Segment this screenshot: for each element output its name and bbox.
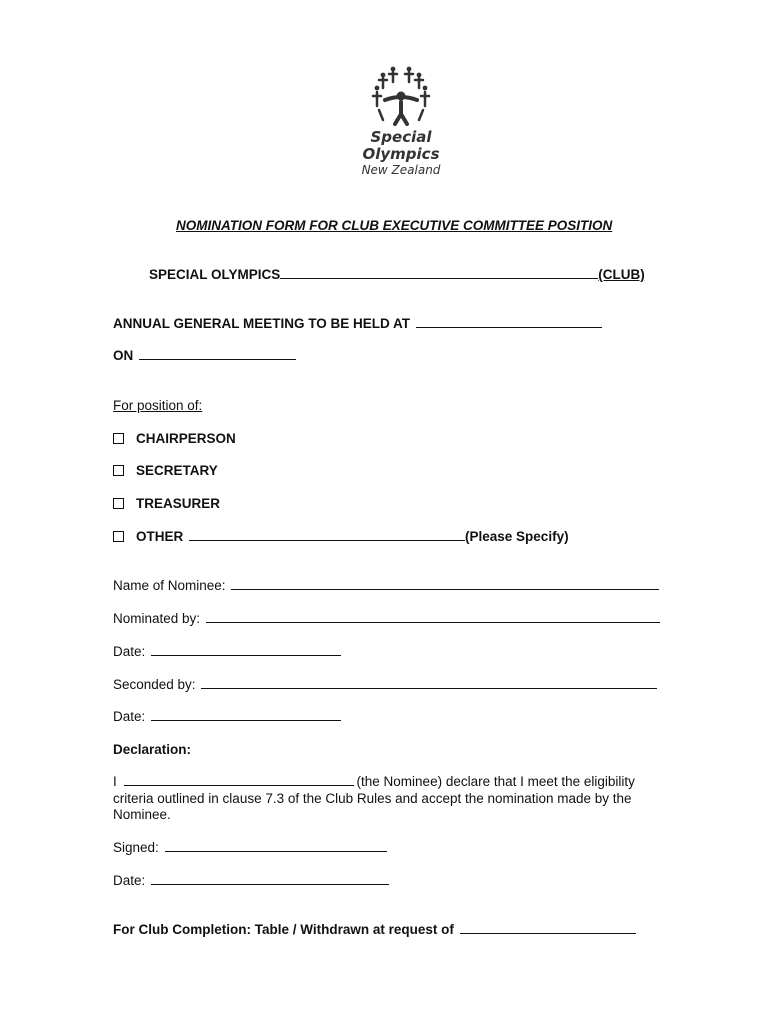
nominee-field[interactable]: [231, 588, 659, 590]
date-field-1[interactable]: [151, 654, 341, 656]
club-suffix: (CLUB): [598, 267, 645, 282]
other-label: OTHER: [136, 529, 184, 544]
declaration-date-label: Date:: [113, 873, 146, 888]
other-checkbox[interactable]: [113, 531, 124, 542]
logo-line-3: New Zealand: [361, 163, 441, 177]
chairperson-checkbox[interactable]: [113, 433, 124, 444]
agm-label: ANNUAL GENERAL MEETING TO BE HELD AT: [113, 316, 411, 331]
declaration-date-row: [113, 873, 389, 888]
club-name-field[interactable]: [280, 277, 598, 279]
nominated-by-field[interactable]: [206, 621, 660, 623]
agm-date-field[interactable]: [139, 358, 296, 360]
nominated-by-label: Nominated by:: [113, 611, 201, 626]
secretary-checkbox[interactable]: [113, 465, 124, 476]
club-line: [149, 267, 645, 282]
logo-line-2: Olympics: [362, 145, 440, 163]
seconded-by-label: Seconded by:: [113, 677, 196, 692]
club-completion-label: For Club Completion: Table / Withdrawn at request of: [113, 922, 454, 937]
position-heading: For position of:: [113, 398, 203, 413]
special-olympics-logo: [355, 66, 447, 180]
declaration-prefix: I: [113, 774, 117, 789]
treasurer-label: TREASURER: [136, 496, 221, 511]
chairperson-label: CHAIRPERSON: [136, 431, 236, 446]
declaration-date-field[interactable]: [151, 883, 389, 885]
nominated-by-row: [113, 611, 660, 626]
withdrawn-request-field[interactable]: [460, 932, 636, 934]
declaration-text-1: (the Nominee) declare that I meet the eligibility: [356, 774, 635, 789]
treasurer-checkbox[interactable]: [113, 498, 124, 509]
secretary-label: SECRETARY: [136, 463, 218, 478]
agm-line: [113, 316, 602, 331]
date-field-2[interactable]: [151, 719, 341, 721]
declarant-name-field[interactable]: [124, 784, 354, 786]
other-suffix: (Please Specify): [465, 529, 569, 544]
date-label-1: Date:: [113, 644, 146, 659]
date-label-2: Date:: [113, 709, 146, 724]
declaration-heading: Declaration:: [113, 742, 192, 757]
signed-label: Signed:: [113, 840, 159, 855]
declaration-line-3: Nominee.: [113, 807, 171, 822]
other-line: [136, 529, 569, 544]
other-specify-field[interactable]: [189, 539, 465, 541]
on-line: [113, 348, 296, 363]
club-prefix: SPECIAL OLYMPICS: [149, 267, 281, 282]
date-row-1: [113, 644, 341, 659]
special-olympics-figure-icon: [355, 66, 447, 128]
agm-location-field[interactable]: [416, 326, 602, 328]
declaration-line-2: criteria outlined in clause 7.3 of the Club Rules and accept the nomination made by the: [113, 791, 632, 806]
club-completion-row: [113, 922, 636, 937]
date-row-2: [113, 709, 341, 724]
form-title: NOMINATION FORM FOR CLUB EXECUTIVE COMMITTEE POSITION: [176, 218, 613, 233]
nominee-label: Name of Nominee:: [113, 578, 226, 593]
seconded-by-field[interactable]: [201, 687, 657, 689]
seconded-by-row: [113, 677, 657, 692]
declaration-line-1: [113, 774, 635, 789]
nominee-row: [113, 578, 659, 593]
signature-field[interactable]: [165, 850, 387, 852]
signed-row: [113, 840, 387, 855]
on-label: ON: [113, 348, 134, 363]
logo-line-1: Special: [370, 128, 432, 146]
